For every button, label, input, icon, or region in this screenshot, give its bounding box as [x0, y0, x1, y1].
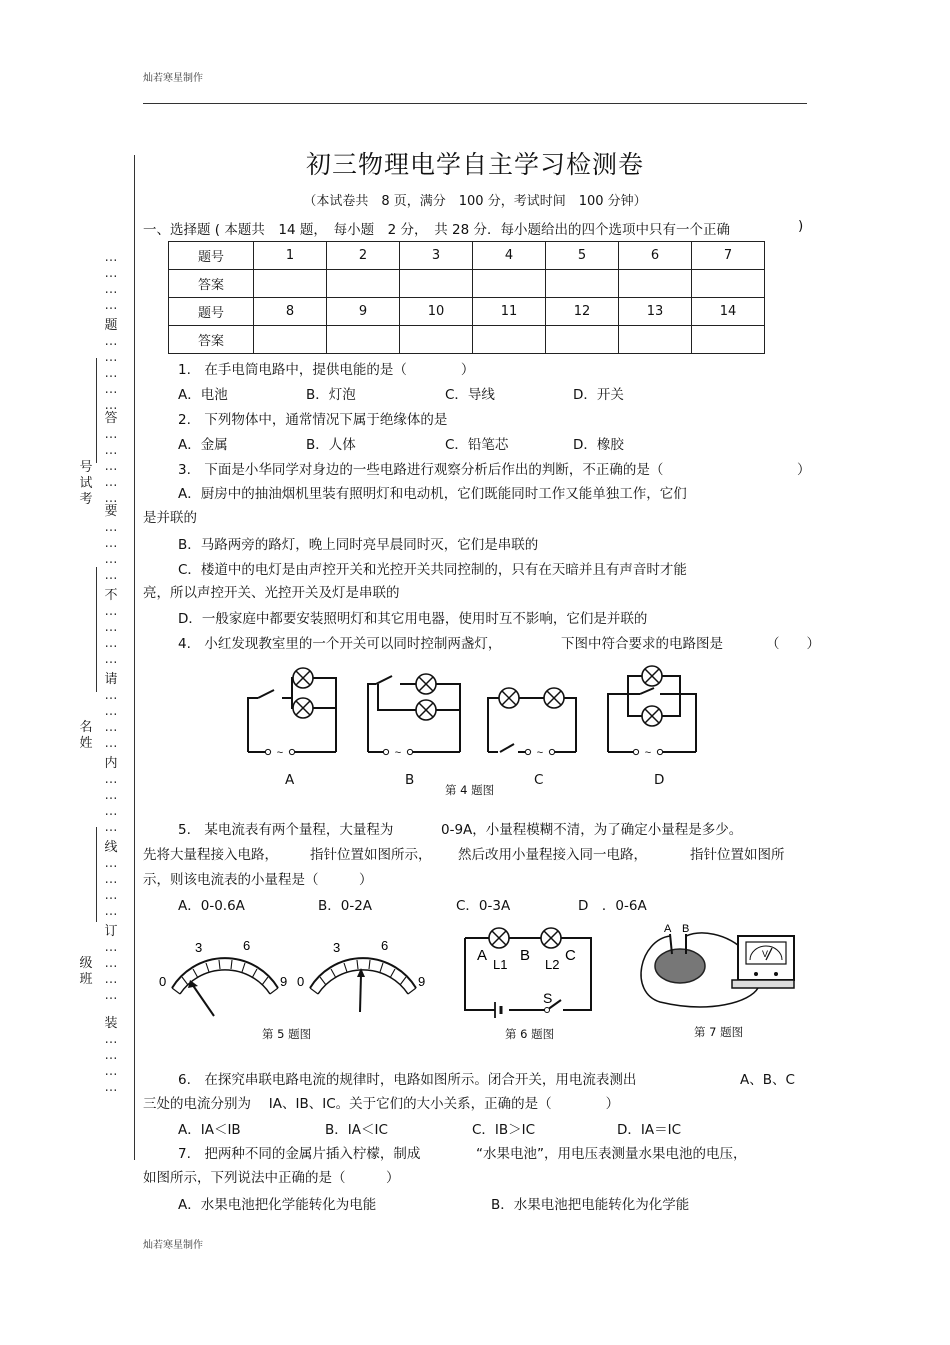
- seal-dots: … … … … …: [104, 334, 118, 413]
- lemon: [655, 949, 705, 983]
- dial-label: 0: [159, 974, 167, 989]
- q5-line2a: 先将大量程接入电路，: [143, 847, 278, 863]
- page-footer: 灿若寒星制作: [143, 1240, 203, 1251]
- q5-dials-figure: [150, 930, 440, 1025]
- q6-caption: 第 6 题图: [505, 1027, 555, 1041]
- seal-dots: … … … …: [104, 688, 118, 751]
- q5-line3: 示，则该电流表的小量程是（ ）: [143, 872, 373, 888]
- dial-label: 9: [418, 974, 426, 989]
- table-cell: 11: [473, 298, 546, 326]
- q7-figure: [630, 922, 810, 1020]
- seal-word: 题: [104, 318, 118, 333]
- answer-cell[interactable]: [692, 326, 765, 354]
- table-cell: 14: [692, 298, 765, 326]
- circuit-a: [248, 678, 336, 752]
- q6-label: C: [565, 947, 576, 964]
- table-cell: 题号: [169, 298, 254, 326]
- q6-label: S: [543, 990, 553, 1006]
- q1-option[interactable]: C．导线: [445, 387, 495, 403]
- field-name: 名姓: [79, 720, 93, 751]
- q2-option[interactable]: A．金属: [178, 437, 228, 453]
- q6-option[interactable]: D．IA＝IC: [617, 1122, 682, 1138]
- q6-label: B: [520, 947, 531, 964]
- page-subtitle: （本试卷共 8 页，满分 100 分，考试时间 100 分钟）: [303, 194, 647, 209]
- binding-bracket-2: [96, 567, 97, 692]
- seal-word: 答: [104, 411, 118, 426]
- q7-label: V: [762, 949, 769, 959]
- q4-label-d: D: [654, 772, 665, 788]
- q7-option[interactable]: B．水果电池把电能转化为化学能: [491, 1197, 690, 1213]
- q1-stem: 1. 在手电筒电路中，提供电能的是（ ）: [178, 362, 475, 378]
- table-row: [169, 270, 765, 298]
- q7-line2: 如图所示，下列说法中正确的是（ ）: [143, 1170, 400, 1186]
- circuit-b: [368, 676, 460, 752]
- q7-line1b: “水果电池”，用电压表测量水果电池的电压，: [476, 1146, 747, 1162]
- q3-stem: 3. 下面是小华同学对身边的一些电路进行观察分析后作出的判断，不正确的是（: [178, 462, 664, 478]
- q5-option[interactable]: A．0-0.6A: [178, 898, 245, 914]
- q1-option[interactable]: D．开关: [573, 387, 624, 403]
- answer-cell[interactable]: [400, 326, 473, 354]
- q7-caption: 第 7 题图: [694, 1025, 744, 1039]
- answer-cell[interactable]: [400, 270, 473, 298]
- q4-stem-cont: 下图中符合要求的电路图是: [561, 636, 723, 652]
- table-cell: 1: [254, 242, 327, 270]
- section-heading: 一、选择题 ( 本题共 14 题， 每小题 2 分， 共 28 分．每小题给出的四个选项中只有一个正确: [143, 222, 730, 238]
- dial-label: 9: [280, 974, 288, 989]
- answer-cell[interactable]: [473, 326, 546, 354]
- q6-line2: 三处的电流分别为 IA、IB、IC。关于它们的大小关系，正确的是（ ）: [143, 1096, 620, 1112]
- q1-option[interactable]: A．电池: [178, 387, 228, 403]
- q6-option[interactable]: B．IA＜IC: [325, 1122, 388, 1138]
- table-row: [169, 298, 765, 326]
- seal-dots: … … … … …: [104, 427, 118, 506]
- table-cell: 8: [254, 298, 327, 326]
- q5-line2b: 指针位置如图所示，: [310, 847, 432, 863]
- dial-label: 6: [243, 938, 251, 953]
- answer-cell[interactable]: [254, 326, 327, 354]
- table-cell: 13: [619, 298, 692, 326]
- table-cell: 5: [546, 242, 619, 270]
- answer-cell[interactable]: [254, 270, 327, 298]
- q3-option-a-cont: 是并联的: [143, 510, 197, 526]
- q3-option-c[interactable]: C．楼道中的电灯是由声控开关和光控开关共同控制的，只有在天暗并且有声音时才能: [178, 562, 687, 578]
- q4-stem: 4. 小红发现教室里的一个开关可以同时控制两盏灯，: [178, 636, 502, 652]
- seal-word: 订: [104, 924, 118, 939]
- seal-word: 要: [104, 504, 118, 519]
- binding-bracket-3: [96, 827, 97, 922]
- section-heading-paren: ): [798, 218, 804, 234]
- q3-option-c-cont: 亮，所以声控开关、光控开关及灯是串联的: [143, 585, 400, 601]
- q6-option[interactable]: A．IA＜IB: [178, 1122, 241, 1138]
- q6-line1a: 6. 在探究串联电路电流的规律时，电路如图所示。闭合开关，用电流表测出: [178, 1072, 637, 1088]
- q6-line1b: A、B、C: [740, 1072, 795, 1088]
- q4-paren: （ ）: [766, 636, 820, 652]
- q4-label-b: B: [405, 772, 415, 788]
- q3-option-d[interactable]: D．一般家庭中都要安装照明灯和其它用电器，使用时互不影响，它们是并联的: [178, 611, 648, 627]
- field-exam-number: 号试考: [79, 460, 93, 507]
- table-cell: 12: [546, 298, 619, 326]
- q5-line2c: 然后改用小量程接入同一电路，: [458, 847, 647, 863]
- binding-outer-line: [134, 155, 135, 1160]
- q5-line1a: 5. 某电流表有两个量程，大量程为: [178, 822, 394, 838]
- binding-bracket-1: [96, 358, 97, 463]
- seal-dots: … … … …: [104, 604, 118, 667]
- answer-table: [168, 241, 765, 354]
- answer-cell[interactable]: [327, 270, 400, 298]
- header-rule: [143, 103, 807, 104]
- table-cell: 10: [400, 298, 473, 326]
- table-cell: 7: [692, 242, 765, 270]
- seal-word: 请: [104, 672, 118, 687]
- answer-cell[interactable]: [473, 270, 546, 298]
- q5-line1b: 0-9A，小量程模糊不清，为了确定小量程是多少。: [441, 822, 743, 838]
- q7-line1a: 7. 把两种不同的金属片插入柠檬，制成: [178, 1146, 421, 1162]
- q3-paren: ）: [797, 462, 811, 478]
- circuit-c: [488, 698, 576, 752]
- q4-caption: 第 4 题图: [445, 783, 495, 797]
- field-class: 级班: [79, 956, 93, 987]
- table-cell: 4: [473, 242, 546, 270]
- seal-dots: … … … …: [104, 250, 118, 313]
- seal-dots: … … … …: [104, 772, 118, 835]
- q5-option[interactable]: B．0-2A: [318, 898, 373, 914]
- ammeter-dial-small: [310, 958, 416, 1012]
- answer-cell[interactable]: [546, 326, 619, 354]
- seal-dots: … … … …: [104, 520, 118, 583]
- q4-circuit-figure: ~: [236, 660, 716, 762]
- q1-option[interactable]: B．灯泡: [306, 387, 356, 403]
- q2-option[interactable]: C．铅笔芯: [445, 437, 509, 453]
- q5-option[interactable]: D ．0-6A: [578, 898, 647, 914]
- seal-dots: … … … …: [104, 940, 118, 1003]
- q2-stem: 2. 下列物体中，通常情况下属于绝缘体的是: [178, 412, 448, 428]
- answer-cell[interactable]: [619, 270, 692, 298]
- table-cell: 3: [400, 242, 473, 270]
- seal-word: 内: [104, 756, 118, 771]
- table-row: [169, 326, 765, 354]
- q7-label: B: [682, 923, 690, 935]
- q4-label-c: C: [534, 772, 544, 788]
- page-title: 初三物理电学自主学习检测卷: [305, 150, 644, 179]
- q7-option[interactable]: A．水果电池把化学能转化为电能: [178, 1197, 377, 1213]
- dial-label: 6: [381, 938, 389, 953]
- answer-cell[interactable]: [692, 270, 765, 298]
- q6-label: A: [477, 947, 488, 964]
- q3-option-b[interactable]: B．马路两旁的路灯，晚上同时亮早晨同时灭，它们是串联的: [178, 537, 539, 553]
- q6-option[interactable]: C．IB＞IC: [472, 1122, 536, 1138]
- q2-option[interactable]: B．人体: [306, 437, 356, 453]
- seal-dots: … … … …: [104, 1032, 118, 1095]
- q3-option-a[interactable]: A．厨房中的抽油烟机里装有照明灯和电动机，它们既能同时工作又能单独工作，它们: [178, 486, 687, 502]
- table-row: [169, 242, 765, 270]
- page-header: 灿若寒星制作: [143, 73, 203, 84]
- q6-label: L1: [493, 957, 508, 972]
- q7-label: A: [664, 923, 672, 935]
- q2-option[interactable]: D．橡胶: [573, 437, 624, 453]
- seal-dots: … … … …: [104, 856, 118, 919]
- seal-word: 不: [104, 588, 118, 603]
- q4-label-a: A: [285, 772, 295, 788]
- q6-circuit-figure: [455, 922, 605, 1024]
- seal-word: 线: [104, 840, 118, 855]
- answer-cell[interactable]: [619, 326, 692, 354]
- table-cell: 答案: [169, 326, 254, 354]
- answer-cell[interactable]: [327, 326, 400, 354]
- table-cell: 2: [327, 242, 400, 270]
- table-cell: 题号: [169, 242, 254, 270]
- q5-caption: 第 5 题图: [262, 1027, 312, 1041]
- table-cell: 9: [327, 298, 400, 326]
- q5-line2d: 指针位置如图所: [690, 847, 785, 863]
- table-cell: 6: [619, 242, 692, 270]
- dial-label: 3: [195, 940, 203, 955]
- seal-word: 装: [104, 1016, 118, 1031]
- dial-label: 3: [333, 940, 341, 955]
- ammeter-dial-large: [172, 958, 278, 1016]
- answer-cell[interactable]: [546, 270, 619, 298]
- q5-option[interactable]: C．0-3A: [456, 898, 511, 914]
- dial-label: 0: [297, 974, 305, 989]
- q6-label: L2: [545, 957, 560, 972]
- table-cell: 答案: [169, 270, 254, 298]
